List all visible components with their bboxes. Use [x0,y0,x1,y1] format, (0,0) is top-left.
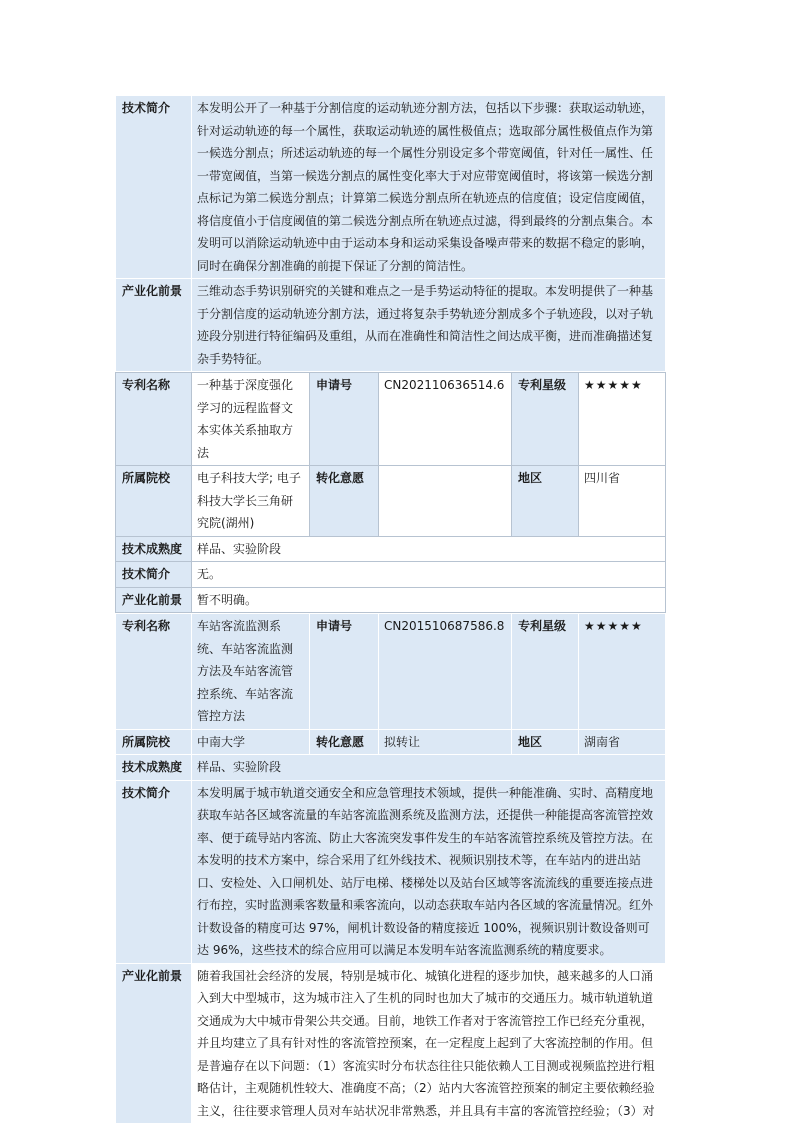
patent-name-label: 专利名称 [116,373,192,466]
application-number: CN201510687586.8 [379,614,512,730]
maturity-label: 技术成熟度 [116,536,192,562]
patent-block-1 [115,95,666,372]
maturity-row [116,755,666,781]
transfer-intent: 拟转让 [379,729,512,755]
industry-label: 产业化前景 [116,587,192,613]
patent-block-3 [115,613,666,1124]
summary-row [116,780,666,963]
summary-label: 技术简介 [116,96,192,279]
maturity-row [116,536,666,562]
patent-name: 车站客流监测系统、车站客流监测方法及车站客流管控系统、车站客流管控方法 [192,614,310,730]
school-row [116,466,666,537]
industry-label: 产业化前景 [116,963,192,1124]
region-label: 地区 [512,466,579,537]
industry-text: 三维动态手势识别研究的关键和难点之一是手势运动特征的提取。本发明提供了一种基于分割信度的运动轨迹分割方法，通过将复杂手势轨迹分割成多个子轨迹段，以对子轨迹段分别进行特征编码及重组，从而在准确性和简洁性之间达成平衡，进而准确描述复杂手势特征。 [192,279,666,372]
patent-rating-label: 专利星级 [512,614,579,730]
maturity: 样品、实验阶段 [192,536,666,562]
application-number-label: 申请号 [310,614,379,730]
region-label: 地区 [512,729,579,755]
school: 电子科技大学; 电子科技大学长三角研究院(湖州) [192,466,310,537]
school-label: 所属院校 [116,729,192,755]
patent-rating-label: 专利星级 [512,373,579,466]
maturity: 样品、实验阶段 [192,755,666,781]
industry-row [116,587,666,613]
patent-block-2 [115,372,666,613]
patent-rating-stars: ★★★★★ [579,373,666,466]
name-row [116,373,666,466]
summary-label: 技术简介 [116,562,192,588]
summary-row [116,562,666,588]
name-row [116,614,666,730]
school-label: 所属院校 [116,466,192,537]
summary-row [116,96,666,279]
industry-row [116,963,666,1124]
maturity-label: 技术成熟度 [116,755,192,781]
industry-text: 暂不明确。 [192,587,666,613]
summary-text: 无。 [192,562,666,588]
industry-label: 产业化前景 [116,279,192,372]
summary-text: 本发明属于城市轨道交通安全和应急管理技术领域，提供一种能准确、实时、高精度地获取车站各区域客流量的车站客流监测系统及监测方法，还提供一种能提高客流管控效率、便于疏导站内客流、防止大客流突发事件发生的车站客流管控系统及管控方法。在本发明的技术方案中，综合采用了红外线技术、视频识别技术等，在车站内的进出站口、安检处、入口闸机处、站厅电梯、楼梯处以及站台区域等客流流线的重要连接点进行布控，实时监测乘客数量和乘客流向，以动态获取车站内各区域的客流量情况。红外计数设备的精度可达 97%，闸机计数设备的精度接近 100%，视频识别计数设备则可达 96%，这些技术的综合应用可以满足本发明车站客流监测系统的精度要求。 [192,780,666,963]
region: 湖南省 [579,729,666,755]
transfer-intent-label: 转化意愿 [310,729,379,755]
patent-page [115,95,665,1124]
patent-rating-stars: ★★★★★ [579,614,666,730]
industry-row [116,279,666,372]
transfer-intent-label: 转化意愿 [310,466,379,537]
application-number-label: 申请号 [310,373,379,466]
region: 四川省 [579,466,666,537]
transfer-intent [379,466,512,537]
school-row [116,729,666,755]
summary-text: 本发明公开了一种基于分割信度的运动轨迹分割方法，包括以下步骤：获取运动轨迹，针对运动轨迹的每一个属性，获取运动轨迹的属性极值点；选取部分属性极值点作为第一候选分割点；所述运动轨迹的每一个属性分别设定多个带宽阈值，针对任一属性、任一带宽阈值，当第一候选分割点的属性变化率大于对应带宽阈值时，将该第一候选分割点标记为第二候选分割点；计算第二候选分割点所在轨迹点的信度值；设定信度阈值，将信度值小于信度阈值的第二候选分割点所在轨迹点过滤，得到最终的分割点集合。本发明可以消除运动轨迹中由于运动本身和运动采集设备噪声带来的数据不稳定的影响，同时在确保分割准确的前提下保证了分割的简洁性。 [192,96,666,279]
patent-name-label: 专利名称 [116,614,192,730]
patent-name: 一种基于深度强化学习的远程监督文本实体关系抽取方法 [192,373,310,466]
industry-text: 随着我国社会经济的发展，特别是城市化、城镇化进程的逐步加快，越来越多的人口涌入到大中型城市，这为城市注入了生机的同时也加大了城市的交通压力。城市轨道轨道交通成为大中城市骨架公共交通。目前，地铁工作者对于客流管控工作已经充分重视，并且均建立了具有针对性的客流管控预案，在一定程度上起到了大客流控制的作用。但是普遍存在以下问题：（1）客流实时分布状态往往只能依赖人工目测或视频监控进行粗略估计，主观随机性较大、准确度不高；（2）站内大客流管控预案的制定主要依赖经验主义，往往要求管理人员对车站状况非常熟悉，并且具有丰富的客流管控经验；（3）对 [192,963,666,1124]
school: 中南大学 [192,729,310,755]
application-number: CN202110636514.6 [379,373,512,466]
summary-label: 技术简介 [116,780,192,963]
